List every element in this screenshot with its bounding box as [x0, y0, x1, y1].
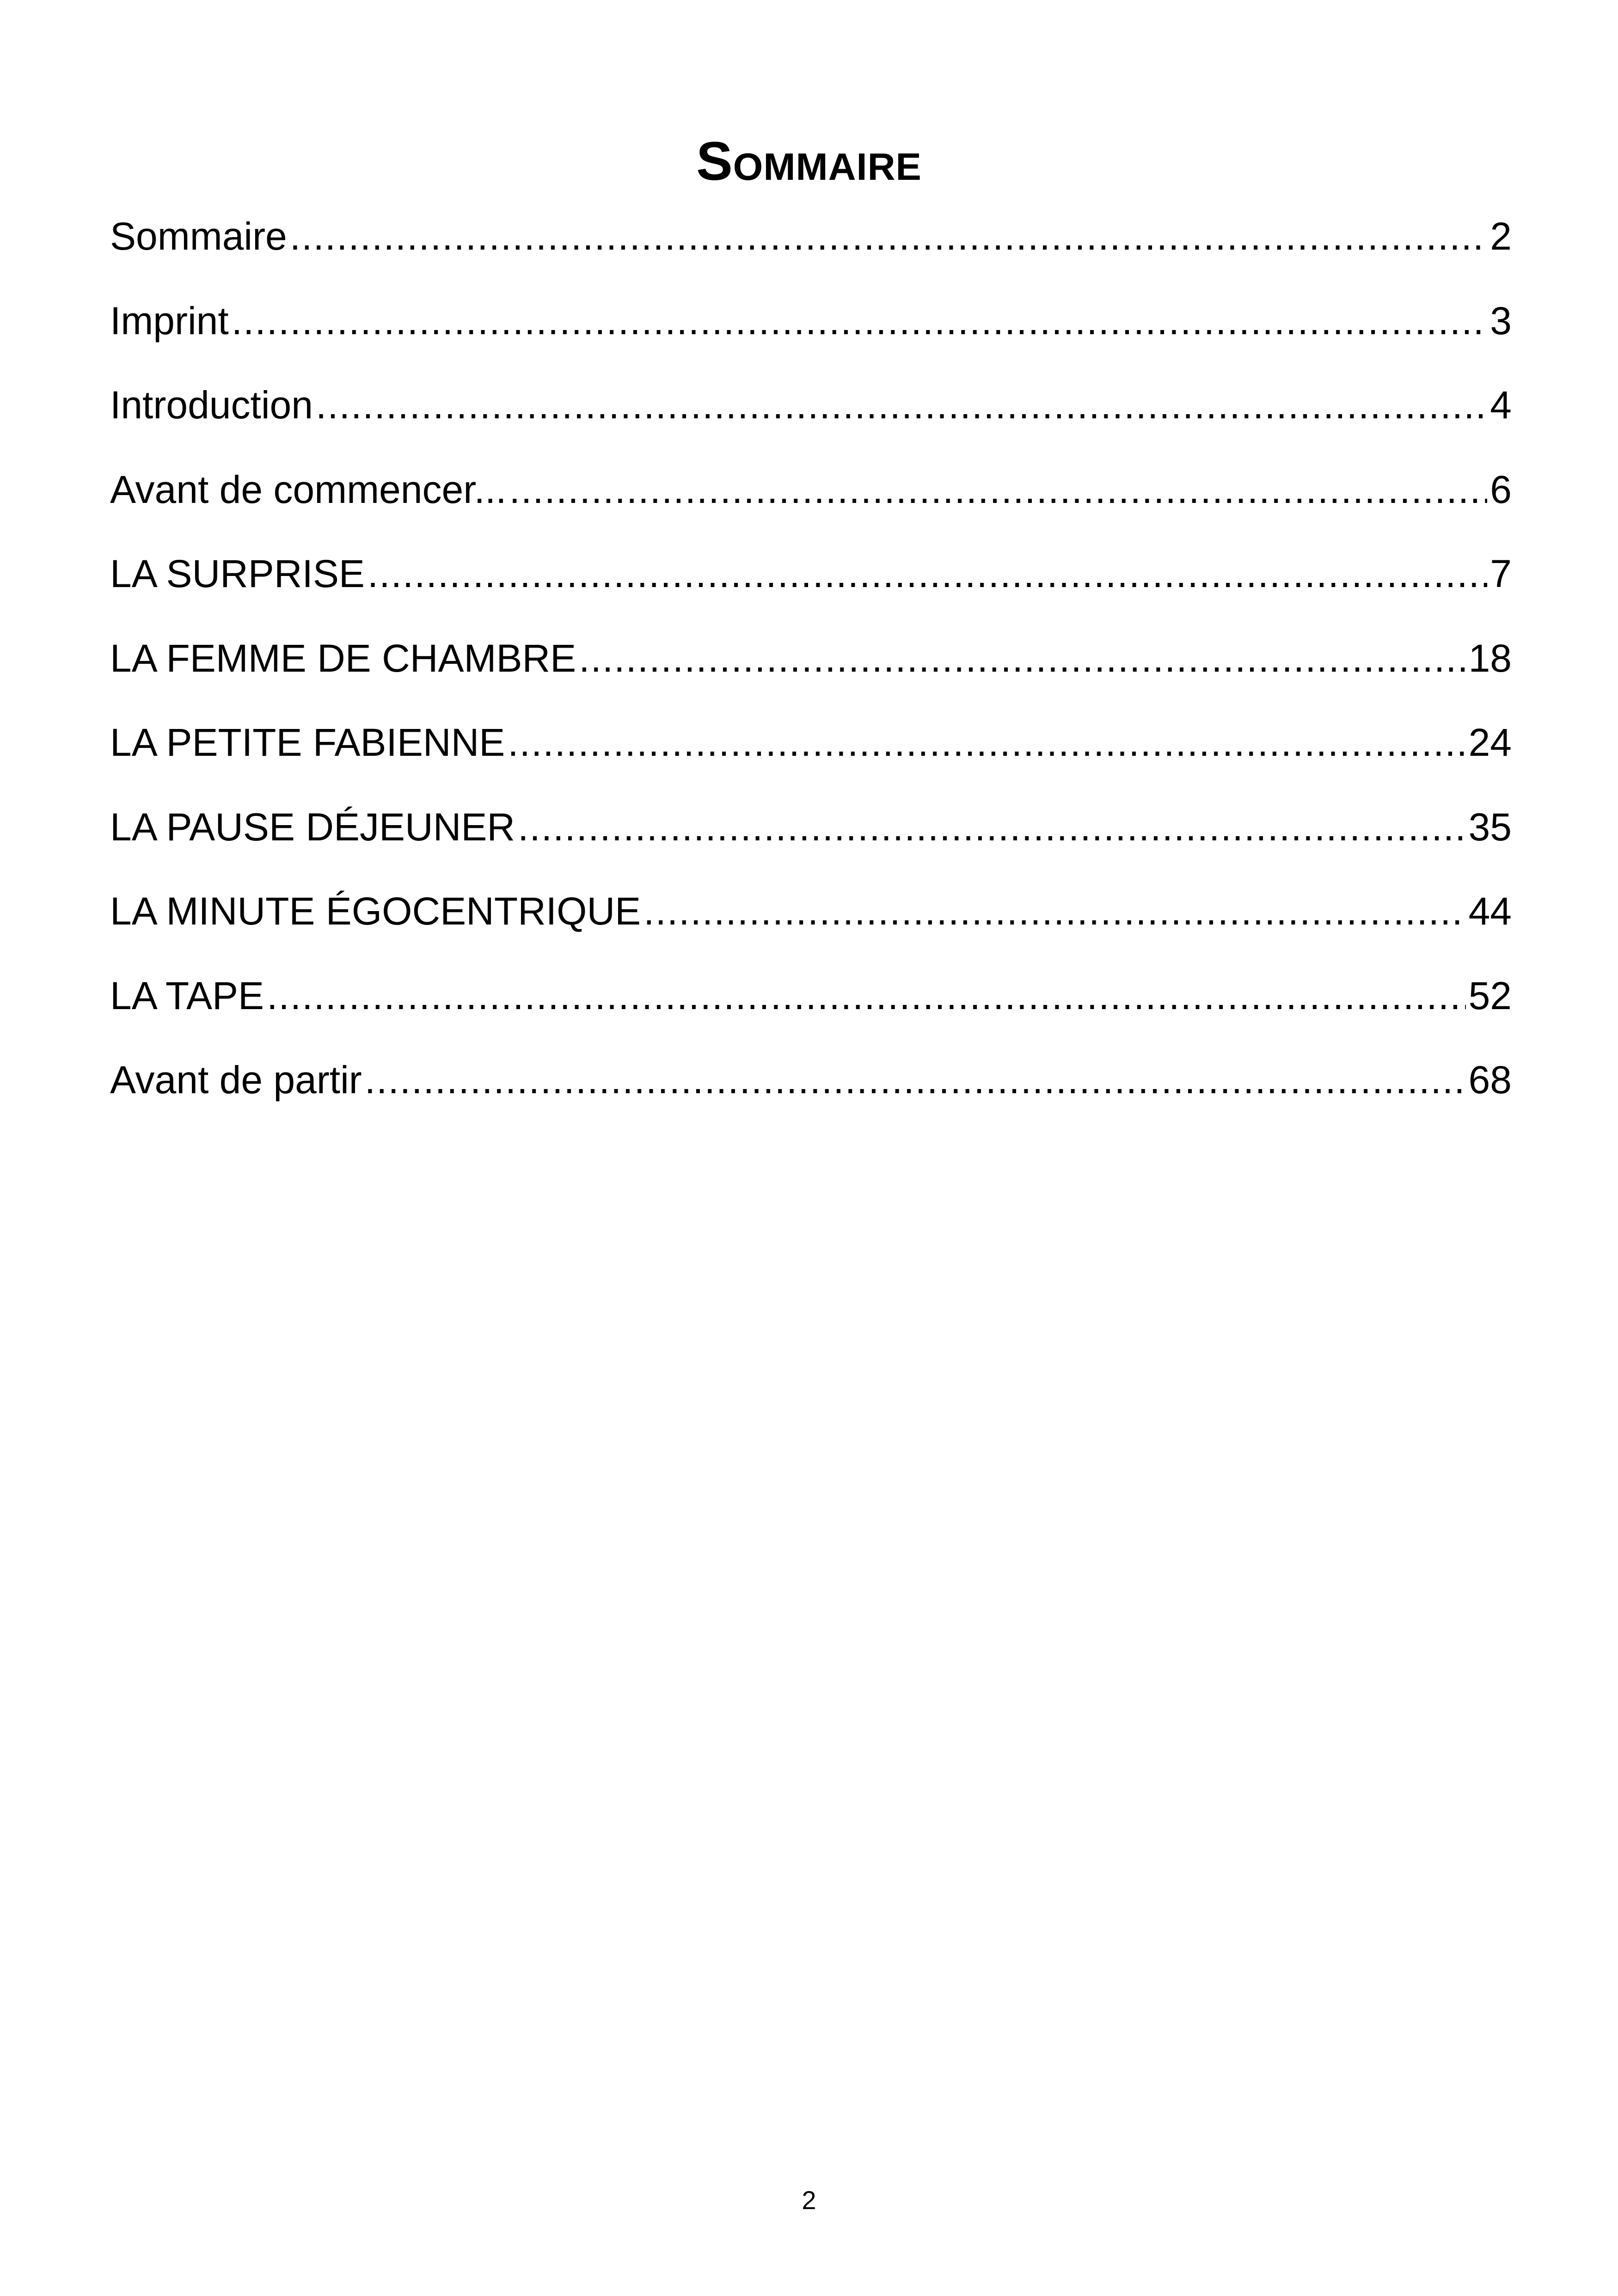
toc-entry-page: 52	[1468, 974, 1512, 1017]
toc-entry-avant-de-commencer[interactable]	[110, 447, 1512, 532]
toc-entry-page: 24	[1468, 721, 1512, 764]
toc-entry-label: Avant de commencer...	[110, 467, 507, 511]
page-title: Sommaire	[696, 131, 922, 192]
toc-entry-label: LA MINUTE ÉGOCENTRIQUE	[110, 889, 641, 933]
toc-entry-label: Imprint	[110, 299, 229, 343]
toc-dot-leader	[644, 869, 1465, 954]
toc-entry-imprint[interactable]	[110, 279, 1512, 363]
toc-entry-page: 3	[1490, 299, 1512, 343]
toc-dot-leader	[290, 194, 1488, 279]
toc-entry-sommaire[interactable]	[110, 194, 1512, 279]
toc-entry-la-femme-de-chambre[interactable]	[110, 616, 1512, 701]
toc-dot-leader	[365, 1038, 1466, 1122]
toc-entry-label: Introduction	[110, 383, 313, 427]
toc-dot-leader	[232, 279, 1488, 363]
toc-entry-avant-de-partir[interactable]	[110, 1038, 1512, 1122]
toc-entry-la-petite-fabienne[interactable]	[110, 700, 1512, 785]
table-of-contents	[110, 194, 1512, 1122]
toc-dot-leader	[579, 616, 1465, 701]
toc-dot-leader	[368, 532, 1487, 616]
toc-entry-la-pause-dejeuner[interactable]	[110, 785, 1512, 869]
toc-entry-label: LA TAPE	[110, 974, 264, 1017]
toc-entry-label: LA PAUSE DÉJEUNER	[110, 805, 515, 849]
toc-entry-page: 18	[1468, 636, 1512, 680]
toc-entry-page: 2	[1490, 214, 1512, 258]
toc-dot-leader	[508, 700, 1465, 785]
toc-entry-introduction[interactable]	[110, 363, 1512, 447]
toc-entry-label: Avant de partir	[110, 1058, 362, 1102]
page-number: 2	[802, 2186, 816, 2215]
toc-dot-leader	[316, 363, 1487, 447]
toc-entry-page: 44	[1468, 889, 1512, 933]
toc-entry-page: 68	[1468, 1058, 1512, 1102]
toc-entry-label: LA SURPRISE	[110, 552, 365, 595]
toc-entry-label: LA FEMME DE CHAMBRE	[110, 636, 576, 680]
toc-entry-page: 35	[1468, 805, 1512, 849]
toc-entry-la-tape[interactable]	[110, 954, 1512, 1038]
toc-entry-la-minute-egocentrique[interactable]	[110, 869, 1512, 954]
toc-entry-label: LA PETITE FABIENNE	[110, 721, 505, 764]
toc-entry-page: 4	[1490, 383, 1512, 427]
toc-dot-leader	[267, 954, 1465, 1038]
toc-dot-leader	[518, 785, 1466, 869]
toc-entry-page: 6	[1490, 467, 1512, 511]
toc-entry-la-surprise[interactable]	[110, 532, 1512, 616]
toc-dot-leader	[509, 447, 1488, 532]
toc-entry-label: Sommaire	[110, 214, 287, 258]
toc-entry-page: 7	[1490, 552, 1512, 595]
